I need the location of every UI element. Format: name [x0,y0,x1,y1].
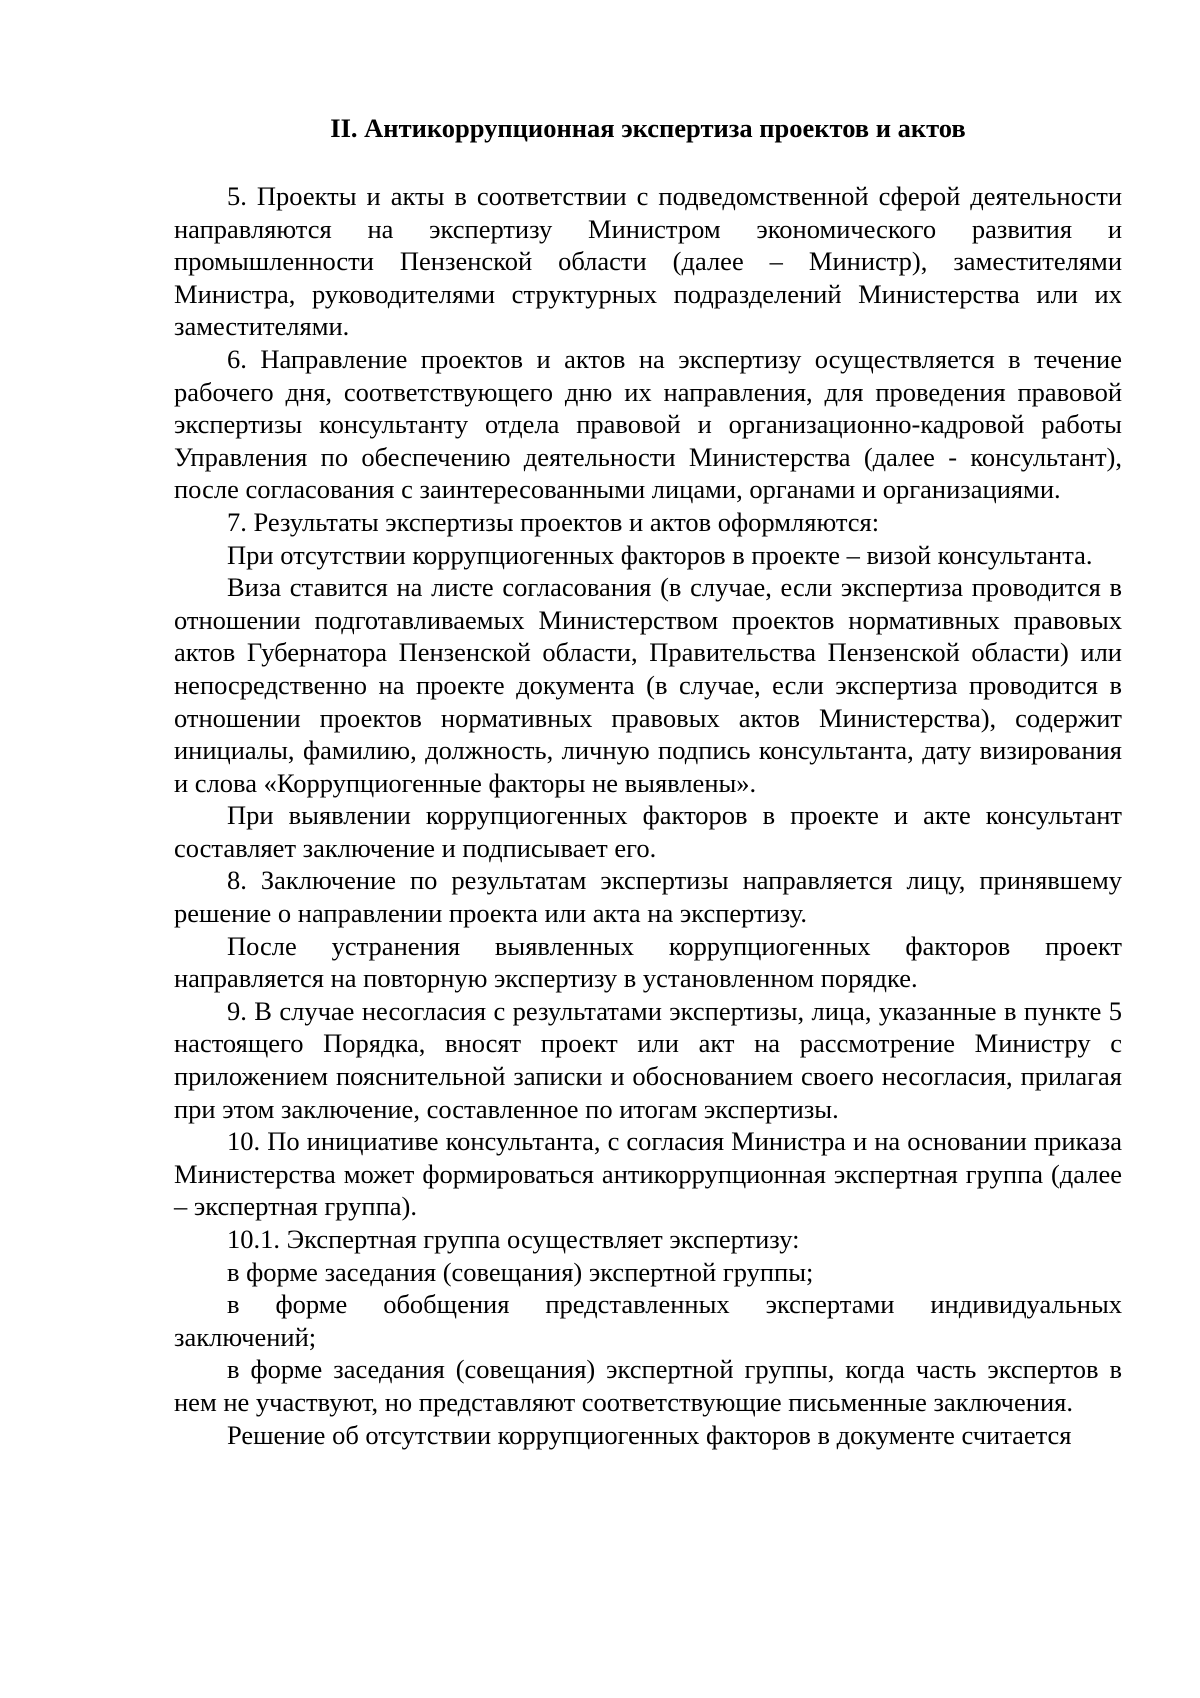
paragraph-form-partial: в форме заседания (совещания) экспертной группы, когда часть экспертов в нем не участвуют, но представляют соответствующие письменные заключения. [174,1354,1122,1417]
paragraph-decision: Решение об отсутствии коррупциогенных факторов в документе считается [227,1419,1072,1450]
document-body [174,112,1122,1451]
paragraph-repeat-expertise: После устранения выявленных коррупциогенных факторов проект направляется на повторную экспертизу в установленном порядке. [174,930,1122,994]
paragraph-visa: Виза ставится на листе согласования (в случае, если экспертиза проводится в отношении подготавливаемых Министерством проектов нормативных правовых актов Губернатора Пензенской области, Правительства Пензенской области) или непосредственно на проекте документа (в случае, если экспертиза проводится в отношении проектов нормативных правовых актов Министерства), содержит инициалы, фамилию, должность, личную подпись консультанта, дату визирования и слова «Коррупциогенные факторы не выявлены». [174,572,1122,798]
paragraph-form-summary: в форме обобщения представленных экспертами индивидуальных заключений; [174,1289,1122,1352]
paragraph-item-6: 6. Направление проектов и актов на экспертизу осуществляется в течение рабочего дня, соответствующего дню их направления, для проведения правовой экспертизы консультанту отдела правовой и организационно-кадровой работы Управления по обеспечению деятельности Министерства (далее - консультант), после согласования с заинтересованными лицами, органами и организациями. [174,343,1122,505]
paragraph-item-10: 10. По инициативе консультанта, с согласия Министра и на основании приказа Министерства может формироваться антикоррупционная экспертная группа (далее – экспертная группа). [174,1126,1122,1222]
section-heading: II. Антикоррупционная экспертиза проектов и актов [330,113,966,143]
paragraph-item-9: 9. В случае несогласия с результатами экспертизы, лица, указанные в пункте 5 настоящего Порядка, вносят проект или акт на рассмотрение Министру с приложением пояснительной записки и обоснованием своего несогласия, прилагая при этом заключение, составленное по итогам экспертизы. [174,995,1122,1124]
paragraph-factors-found: При выявлении коррупциогенных факторов в проекте и акте консультант составляет заключение и подписывает его. [174,800,1122,863]
paragraph-no-factors: При отсутствии коррупциогенных факторов в проекте – визой консультанта. [227,539,1093,570]
paragraph-item-8: 8. Заключение по результатам экспертизы направляется лицу, принявшему решение о направлении проекта или акта на экспертизу. [174,865,1122,929]
paragraph-item-10-1: 10.1. Экспертная группа осуществляет экспертизу: [227,1224,800,1254]
paragraph-item-5: 5. Проекты и акты в соответствии с подведомственной сферой деятельности направляются на экспертизу Министром экономического развития и промышленности Пензенской области (далее – Министр), заместителями Министра, руководителями структурных подразделений Министерства или их заместителями. [174,181,1122,342]
paragraph-item-7: 7. Результаты экспертизы проектов и актов оформляются: [227,506,880,537]
paragraph-form-meeting: в форме заседания (совещания) экспертной группы; [227,1256,814,1287]
